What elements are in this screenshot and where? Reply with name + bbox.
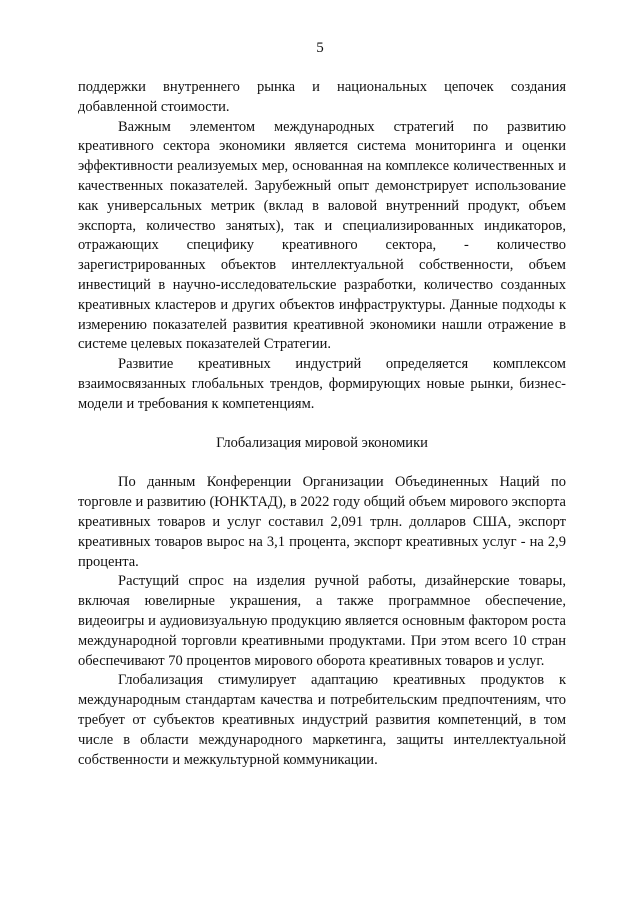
paragraph-demand: Растущий спрос на изделия ручной работы, дизайнерские товары, включая ювелирные украшения, а также программное обеспечение, видеоигры и аудиовизуальную продукцию является основным фактором роста международной торговли креативными продуктами. При этом всего 10 стран обеспечивают 70 процентов мирового оборота креативных товаров и услуг. <box>78 573 566 669</box>
paragraph-monitoring: Важным элементом международных стратегий по развитию креативного сектора экономики является система мониторинга и оценки эффективности реализуемых мер, основанная на комплексе количественных и качественных показателей. Зарубежный опыт демонстрирует использование как универсальных метрик (вклад в валовой внутренний продукт, объем экспорта, количество занятых), так и специализированных индикаторов, отражающих специфику креативного сектора, - количество зарегистрированных объектов интеллектуальной собственности, объем инвестиций в научно-исследовательские разработки, количество созданных креативных кластеров и других объектов инфраструктуры. Данные подходы к измерению показателей развития креативной экономики нашли отражение в системе целевых показателей Стратегии. <box>78 118 566 353</box>
paragraph-trends: Развитие креативных индустрий определяется комплексом взаимосвязанных глобальных трендов, формирующих новые рынки, бизнес-модели и требования к компетенциям. <box>78 356 566 412</box>
paragraph-unctad: По данным Конференции Организации Объединенных Наций по торговле и развитию (ЮНКТАД), в 2022 году общий объем мирового экспорта креативных товаров и услуг составил 2,091 трлн. долларов США, экспорт креативных товаров вырос на 3,1 процента, экспорт креативных услуг - на 2,9 процента. <box>78 474 566 570</box>
page-number: 5 <box>316 40 324 56</box>
section-heading: Глобализация мировой экономики <box>216 434 428 451</box>
document-body <box>78 78 566 770</box>
paragraph-continuation: поддержки внутреннего рынка и национальных цепочек создания добавленной стоимости. <box>78 79 566 115</box>
paragraph-globalization: Глобализация стимулирует адаптацию креативных продуктов к международным стандартам качества и потребительским предпочтениям, что требует от субъектов креативных индустрий развития компетенций, в том числе в области международного маркетинга, защиты интеллектуальной собственности и межкультурной коммуникации. <box>78 672 566 768</box>
